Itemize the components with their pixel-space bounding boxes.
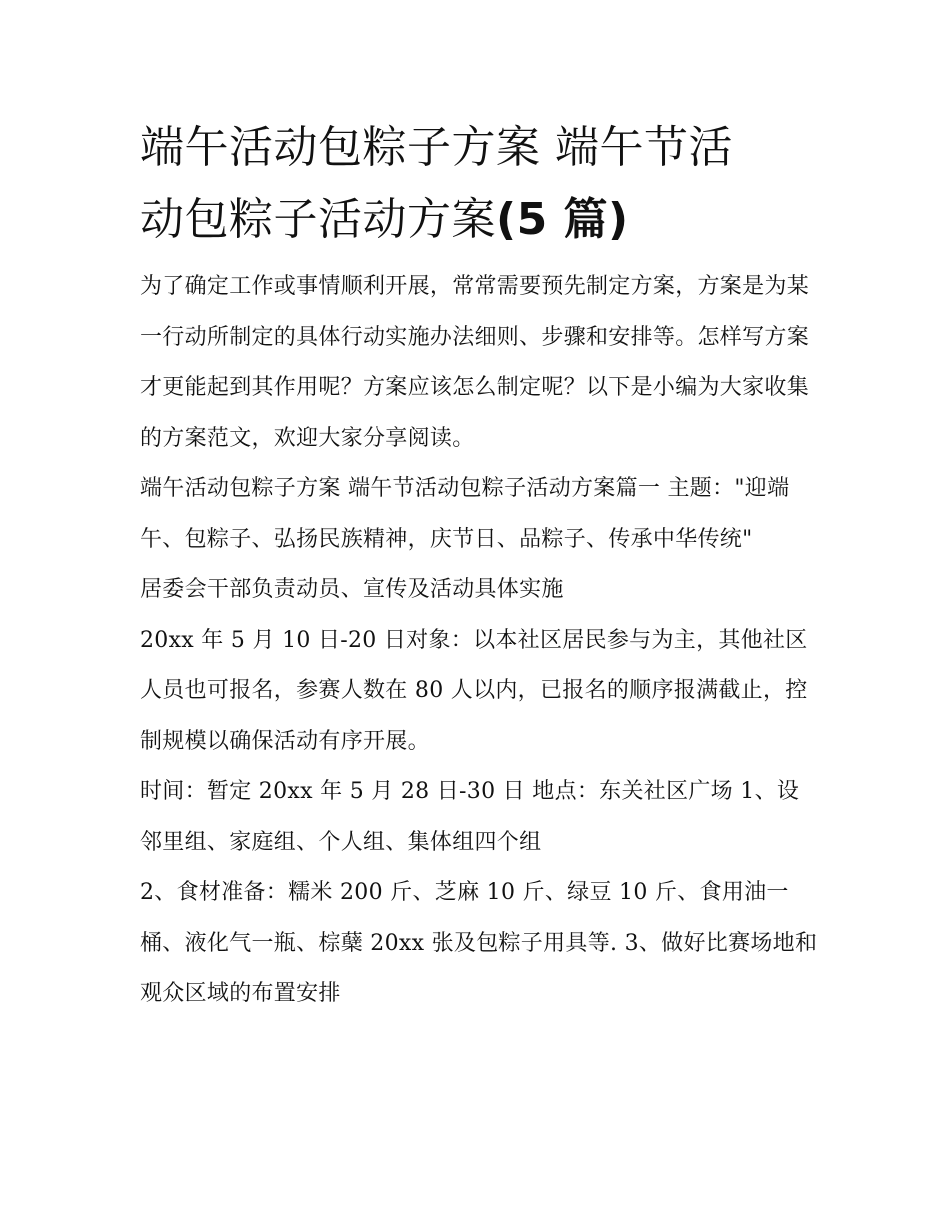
document-title [140,112,820,256]
intro-paragraph: 为了确定工作或事情顺利开展，常常需要预先制定方案，方案是为某一行动所制定的具体行动实施办法细则、步骤和安排等。怎样写方案才更能起到其作用呢？方案应该怎么制定呢？以下是小编为大家收集的方案范文，欢迎大家分享阅读。 [140,274,810,451]
title-count: (5 篇) [496,194,629,245]
time-location-paragraph: 时间：暂定 20xx 年 5 月 28 日-30 日 地点：东关社区广场 1、设邻里组、家庭组、个人组、集体组四个组 [140,779,800,855]
materials-paragraph: 2、食材准备：糯米 200 斤、芝麻 10 斤、绿豆 10 斤、食用油一桶、液化气一瓶、棕蘖 20xx 张及包粽子用具等. 3、做好比赛场地和观众区域的布置安排 [140,880,818,1006]
schedule-paragraph: 20xx 年 5 月 10 日-20 日对象：以本社区居民参与为主，其他社区人员也可报名，参赛人数在 80 人以内，已报名的顺序报满截止，控制规模以确保活动有序开展。 [140,627,808,754]
title-line-2: 动包粽子活动方案 [140,194,496,245]
document-body [140,112,820,1020]
title-line-1: 端午活动包粽子方案 端午节活 [140,122,733,173]
theme-paragraph: 端午活动包粽子方案 端午节活动包粽子活动方案篇一 主题："迎端午、包粽子、弘扬民族精神，庆节日、品粽子、传承中华传统" [140,476,790,552]
organizer-paragraph: 居委会干部负责动员、宣传及活动具体实施 [140,577,564,602]
